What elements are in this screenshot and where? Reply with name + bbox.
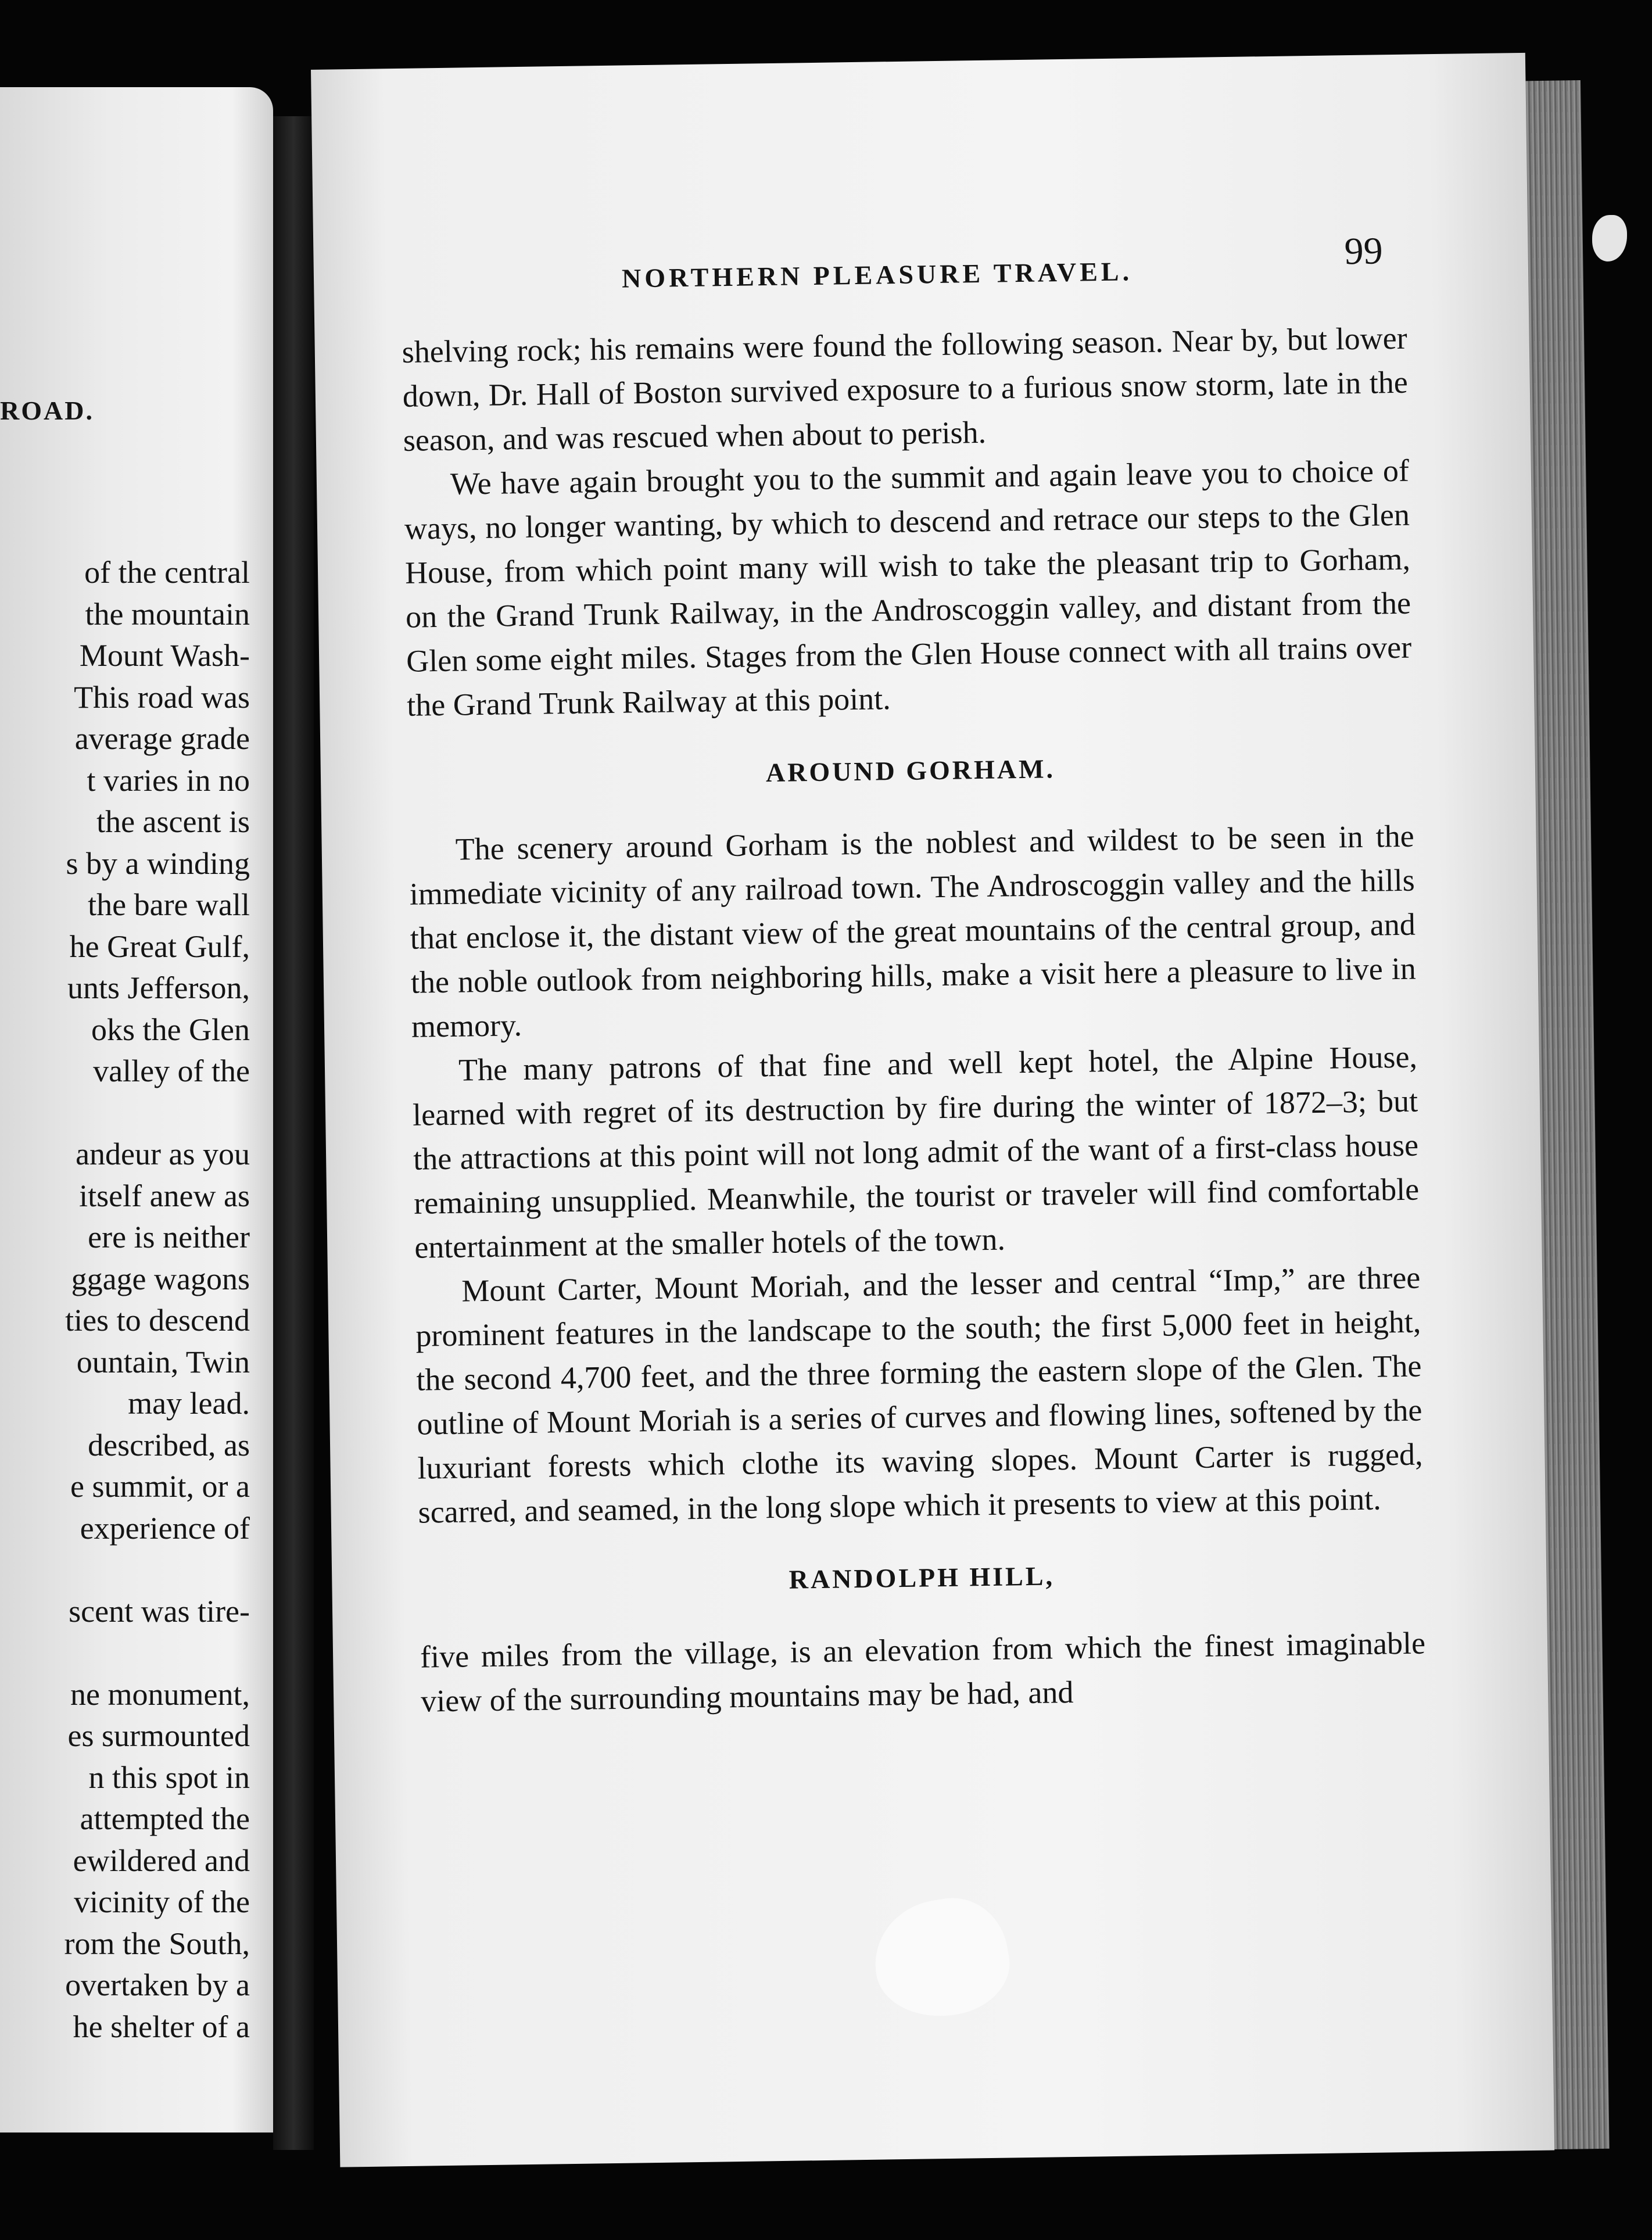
left-page-line: rom the South, [64,1926,250,1961]
left-page-line: the bare wall [88,887,250,922]
left-page-line: of the central [84,555,250,590]
left-page-line: described, as [88,1427,250,1463]
paragraph-6: five miles from the village, is an elevation from which the finest imaginable view of the surrounding mountains may be had, and [420,1625,1426,1719]
left-page-line: itself anew as [79,1178,250,1213]
left-page-line: unts Jefferson, [67,970,250,1005]
right-page [311,53,1554,2167]
paper-speck [1592,215,1627,261]
left-page-line: andeur as you [76,1137,250,1171]
left-page-line: ties to descend [65,1303,250,1338]
left-page [0,87,273,2133]
left-page-line: ewildered and [73,1843,250,1878]
paragraph-2: We have again brought you to the summit and again leave you to choice of ways, no longer wanting, by which to descend and retrace our steps to the Glen House, from which point many will wish to take the pleasant trip to Gorham, on the Grand Trunk Railway, in the Androscoggin valley, and distant from the Glen some eight miles. Stages from the Glen House connect with all trains over the Grand Trunk Railway at this point. [404,453,1412,723]
left-page-line: ggage wagons [71,1261,250,1296]
left-page-line: he Great Gulf, [69,929,250,964]
section-heading-randolph-hill: RANDOLPH HILL, [789,1561,1055,1594]
left-page-line [0,1549,250,1591]
left-page-line: es surmounted [67,1718,250,1753]
left-page-line: overtaken by a [65,1967,250,2002]
paragraph-4: The many patrons of that fine and well kept hotel, the Alpine House, learned with regret of its destruction by fire during the winter of 1872–3; but the attractions at this point will not long admit of the want of a first-class house remaining unsupplied. Meanwhile, the tourist or traveler will find comfortable entertainment at the smaller hotels of the town. [412,1039,1420,1265]
left-page-line: This road was [74,679,250,715]
left-page-line: he shelter of a [73,2009,250,2044]
left-page-line: s by a winding [66,845,250,881]
left-page-line: the mountain [85,596,250,632]
left-page-line: ne monument, [70,1676,250,1712]
left-page-line: ere is neither [88,1220,250,1255]
left-page-line: experience of [80,1510,250,1546]
paragraph-5: Mount Carter, Mount Moriah, and the lesser and central “Imp,” are three prominent features in the landscape to the south; the first 5,000 feet in height, the second 4,700 feet, and the three forming the eastern slope of the Glen. The outline of Mount Moriah is a series of curves and flowing lines, softened by the luxuriant forests which clothe its waving slopes. Mount Carter is rugged, scarred, and seamed, in the long slope which it presents to view at this point. [415,1260,1423,1530]
running-head [400,229,1407,330]
left-page-line: attempted the [80,1801,250,1836]
left-page-line: the ascent is [96,804,250,839]
paragraph-3: The scenery around Gorham is the noblest and wildest to be seen in the immediate vicinity of any railroad town. The Androscoggin valley and the hills that enclose it, the distant view of the great mountains of the central group, and the noble outlook from neighboring hills, make a visit here a pleasure to live in memory. [409,818,1417,1044]
left-page-heading: ROAD. [0,396,94,425]
left-page-line: Mount Wash- [79,638,250,673]
left-page-line: e summit, or a [70,1469,250,1504]
left-page-line: oks the Glen [91,1012,250,1047]
left-page-line: average grade [74,721,250,756]
left-page-line [0,1092,250,1134]
left-page-text [0,552,250,2048]
page-content [400,229,1426,1723]
running-head-title: NORTHERN PLEASURE TRAVEL. [621,256,1133,293]
left-page-line [0,1632,250,1674]
left-page-line: n this spot in [88,1759,250,1795]
left-page-line: valley of the [93,1053,250,1088]
left-page-line: ountain, Twin [76,1344,250,1379]
paragraph-1: shelving rock; his remains were found the following season. Near by, but lower down, Dr. Hall of Boston survived exposure to a furious snow storm, late in the season, and was rescued when about to perish. [402,320,1409,458]
page-number: 99 [1344,230,1384,273]
left-page-line: scent was tire- [69,1593,250,1629]
left-page-line: vicinity of the [74,1884,250,1919]
book-gutter [273,116,314,2150]
left-page-line: t varies in no [87,762,250,798]
section-heading-around-gorham: AROUND GORHAM. [765,754,1056,788]
left-page-line: may lead. [128,1386,250,1421]
